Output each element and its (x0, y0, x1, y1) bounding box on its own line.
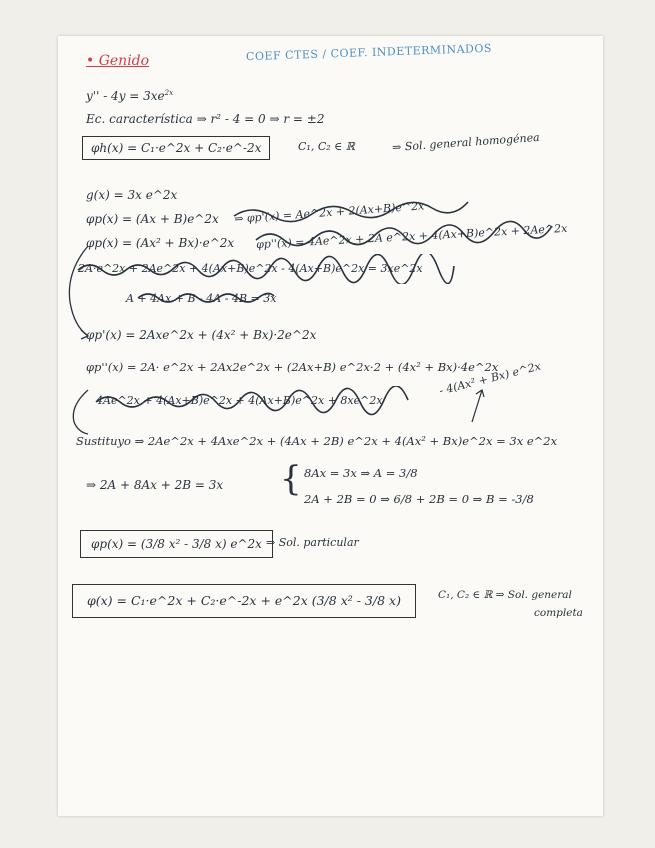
yp-attempt-1: φp(x) = (Ax + B)e^2x (86, 212, 219, 226)
homogeneous-constants: C₁, C₂ ∈ ℝ (298, 140, 355, 153)
header-method: COEF CTES / COEF. INDETERMINADOS (245, 41, 493, 64)
system-equation-2: 2A + 2B = 0 ⇒ 6/8 + 2B = 0 ⇒ B = -3/8 (304, 492, 534, 506)
homogeneous-note: ⇒ Sol. general homogénea (391, 130, 541, 155)
g-definition: g(x) = 3x e^2x (86, 188, 178, 202)
side-note: - 4(Ax² + Bx) e^2x (437, 359, 543, 398)
yp-first-derivative: φp'(x) = 2Axe^2x + (4x² + Bx)·2e^2x (86, 328, 317, 342)
particular-note: ⇒ Sol. particular (266, 536, 359, 549)
particular-solution-box: φp(x) = (3/8 x² - 3/8 x) e^2x (80, 530, 273, 558)
header-title: • Genido (86, 53, 150, 69)
system-equation-1: 8Ax = 3x ⇒ A = 3/8 (304, 466, 418, 480)
general-note-2: completa (534, 607, 583, 619)
ode-equation-exp: 2x (164, 89, 174, 97)
bracket-arrow-1 (64, 242, 92, 342)
general-note-1: C₁, C₂ ∈ ℝ ⇒ Sol. general (438, 589, 572, 601)
system-left: ⇒ 2A + 8Ax + 2B = 3x (86, 478, 224, 492)
yp-second-derivative: φp''(x) = 2A· e^2x + 2Ax2e^2x + (2Ax+B) e^2x·2 + (4x² + Bx)·4e^2x (86, 360, 499, 374)
bracket-arrow-2 (68, 386, 92, 438)
ode-equation-text: y'' - 4y = 3xe (86, 89, 165, 103)
substitution-line: Sustituyo ⇒ 2Ae^2x + 4Axe^2x + (4Ax + 2B) e^2x + 4(Ax² + Bx)e^2x = 3x e^2x (76, 434, 558, 448)
characteristic-equation: Ec. característica ⇒ r² - 4 = 0 ⇒ r = ±2 (86, 112, 325, 126)
struck-line-5: 4Ae^2x + 4(Ax+B)e^2x + 4(Ax+B)e^2x + 8xe^2x (96, 394, 383, 407)
yp-attempt-2-struck: φp''(x) = 4Ae^2x + 2A e^2x + 4(Ax+B)e^2x + 2Ae^2x (255, 221, 568, 252)
notebook-page (58, 36, 603, 816)
yp-attempt-2: φp(x) = (Ax² + Bx)·e^2x (86, 236, 235, 250)
ode-equation (86, 86, 173, 103)
general-solution-box: φ(x) = C₁·e^2x + C₂·e^-2x + e^2x (3/8 x² - 3/8 x) (72, 584, 416, 618)
homogeneous-solution-box: φh(x) = C₁·e^2x + C₂·e^-2x (82, 136, 270, 160)
yp-attempt-1-struck: ⇒ φp'(x) = Ae^2x + 2(Ax+B)e^2x (233, 199, 425, 226)
struck-line-3: 2A·e^2x + 2Ae^2x + 4(Ax+B)e^2x - 4(Ax+B)e^2x = 3xe^2x (78, 262, 423, 275)
system-brace: { (280, 459, 302, 499)
struck-line-4: A + 4Ax + B - 4A - 4B = 3x (126, 292, 277, 305)
